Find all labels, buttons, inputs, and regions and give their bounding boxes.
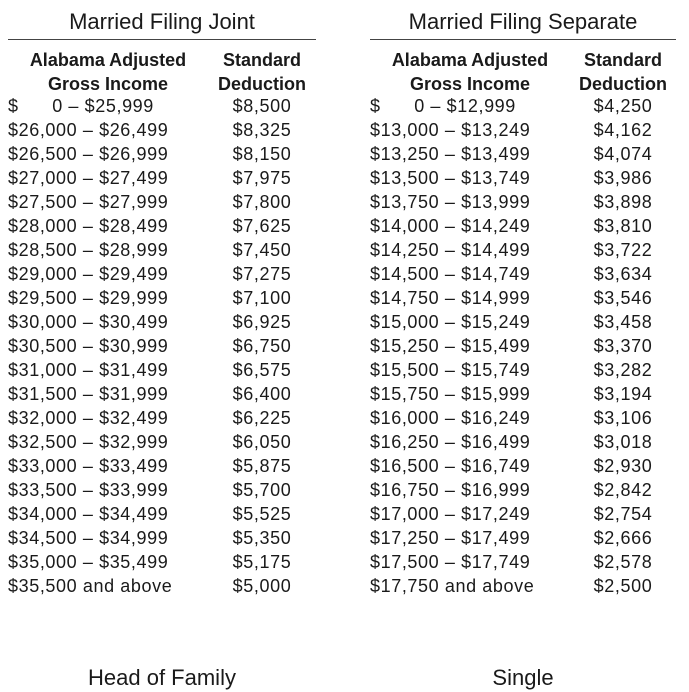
table-row xyxy=(370,310,676,334)
income-range: $32,500 – $32,999 xyxy=(8,432,169,452)
deduction-amount: $6,050 xyxy=(232,432,292,452)
deduction-amount: $2,930 xyxy=(593,456,653,476)
deduction-amount: $7,450 xyxy=(232,240,292,260)
table-row xyxy=(8,334,316,358)
table-row xyxy=(370,430,676,454)
table-row xyxy=(8,118,316,142)
deduction-amount: $7,625 xyxy=(232,216,292,236)
income-range: $29,500 – $29,999 xyxy=(8,288,169,308)
table-row xyxy=(8,214,316,238)
income-range: $30,500 – $30,999 xyxy=(8,336,169,356)
income-range: $27,000 – $27,499 xyxy=(8,168,169,188)
deduction-amount: $3,986 xyxy=(593,168,653,188)
deduction-amount: $7,800 xyxy=(232,192,292,212)
deduction-amount: $5,000 xyxy=(232,576,292,596)
income-range: $16,000 – $16,249 xyxy=(370,408,531,428)
table-row xyxy=(8,94,316,118)
income-range: $30,000 – $30,499 xyxy=(8,312,169,332)
deduction-amount: $5,525 xyxy=(232,504,292,524)
deduction-amount: $8,500 xyxy=(232,96,292,116)
table-row xyxy=(8,502,316,526)
income-range: $26,500 – $26,999 xyxy=(8,144,169,164)
deduction-amount: $5,175 xyxy=(232,552,292,572)
table-row xyxy=(8,406,316,430)
married-filing-joint-table xyxy=(8,8,316,598)
income-range: $26,000 – $26,499 xyxy=(8,120,169,140)
income-range: $16,250 – $16,499 xyxy=(370,432,531,452)
table-row xyxy=(370,406,676,430)
deduction-amount: $3,018 xyxy=(593,432,653,452)
table-row xyxy=(370,142,676,166)
income-range: $15,000 – $15,249 xyxy=(370,312,531,332)
deduction-amount: $7,275 xyxy=(232,264,292,284)
income-range: $15,500 – $15,749 xyxy=(370,360,531,380)
deduction-amount: $3,370 xyxy=(593,336,653,356)
table-row xyxy=(370,118,676,142)
deduction-amount: $4,250 xyxy=(593,96,653,116)
table-row xyxy=(370,478,676,502)
deduction-amount: $6,575 xyxy=(232,360,292,380)
deduction-amount: $7,100 xyxy=(232,288,292,308)
income-range: $34,500 – $34,999 xyxy=(8,528,169,548)
table-row xyxy=(8,190,316,214)
table-row xyxy=(370,166,676,190)
deduction-amount: $5,350 xyxy=(232,528,292,548)
deduction-amount: $3,546 xyxy=(593,288,653,308)
head-of-family-title: Head of Family xyxy=(88,665,236,690)
table-row xyxy=(8,142,316,166)
deduction-amount: $4,162 xyxy=(593,120,653,140)
married-filing-separate-table xyxy=(370,8,676,598)
income-range: $15,250 – $15,499 xyxy=(370,336,531,356)
deduction-amount: $7,975 xyxy=(232,168,292,188)
income-range: $31,500 – $31,999 xyxy=(8,384,169,404)
deduction-amount: $3,458 xyxy=(593,312,653,332)
header-income: Alabama Adjusted Gross Income xyxy=(391,50,549,94)
table-body xyxy=(370,94,676,598)
income-range: $33,000 – $33,499 xyxy=(8,456,169,476)
income-range: $ 0 – $25,999 xyxy=(8,96,154,116)
table-row xyxy=(370,94,676,118)
income-range: $31,000 – $31,499 xyxy=(8,360,169,380)
income-range: $17,000 – $17,249 xyxy=(370,504,531,524)
table-row xyxy=(8,430,316,454)
income-range: $17,250 – $17,499 xyxy=(370,528,531,548)
income-range: $13,750 – $13,999 xyxy=(370,192,531,212)
income-range: $13,000 – $13,249 xyxy=(370,120,531,140)
deduction-amount: $6,225 xyxy=(232,408,292,428)
table-row xyxy=(370,334,676,358)
table-row xyxy=(370,358,676,382)
income-range: $17,750 and above xyxy=(370,576,535,596)
table-row xyxy=(370,262,676,286)
table-row xyxy=(8,574,316,598)
table-row xyxy=(370,286,676,310)
header-deduction: Standard Deduction xyxy=(579,50,667,94)
table-row xyxy=(8,262,316,286)
table-body xyxy=(8,94,316,598)
income-range: $13,500 – $13,749 xyxy=(370,168,531,188)
deduction-amount: $2,754 xyxy=(593,504,653,524)
deduction-amount: $3,810 xyxy=(593,216,653,236)
income-range: $28,500 – $28,999 xyxy=(8,240,169,260)
table-row xyxy=(8,526,316,550)
deduction-amount: $2,578 xyxy=(593,552,653,572)
table-row xyxy=(8,238,316,262)
header-deduction: Standard Deduction xyxy=(218,50,306,94)
deduction-amount: $3,898 xyxy=(593,192,653,212)
income-range: $17,500 – $17,749 xyxy=(370,552,531,572)
deduction-amount: $3,282 xyxy=(593,360,653,380)
table-row xyxy=(370,382,676,406)
income-range: $16,750 – $16,999 xyxy=(370,480,531,500)
header-income: Alabama Adjusted Gross Income xyxy=(29,50,187,94)
table-row xyxy=(8,166,316,190)
deduction-amount: $3,722 xyxy=(593,240,653,260)
income-range: $14,500 – $14,749 xyxy=(370,264,531,284)
table-header xyxy=(8,48,316,96)
deduction-amount: $6,750 xyxy=(232,336,292,356)
income-range: $32,000 – $32,499 xyxy=(8,408,169,428)
deduction-amount: $6,925 xyxy=(232,312,292,332)
table-row xyxy=(8,454,316,478)
income-range: $35,500 and above xyxy=(8,576,173,596)
table-row xyxy=(8,358,316,382)
table-row xyxy=(8,478,316,502)
table-title: Married Filing Separate xyxy=(370,8,676,40)
income-range: $ 0 – $12,999 xyxy=(370,96,516,116)
income-range: $14,250 – $14,499 xyxy=(370,240,531,260)
table-row xyxy=(370,238,676,262)
table-title: Married Filing Joint xyxy=(8,8,316,40)
table-row xyxy=(370,214,676,238)
deduction-amount: $2,666 xyxy=(593,528,653,548)
deduction-amount: $3,106 xyxy=(593,408,653,428)
deduction-amount: $3,194 xyxy=(593,384,653,404)
income-range: $34,000 – $34,499 xyxy=(8,504,169,524)
income-range: $29,000 – $29,499 xyxy=(8,264,169,284)
deduction-amount: $2,842 xyxy=(593,480,653,500)
table-row xyxy=(8,310,316,334)
income-range: $13,250 – $13,499 xyxy=(370,144,531,164)
table-row xyxy=(370,454,676,478)
table-row xyxy=(370,574,676,598)
table-row xyxy=(8,286,316,310)
income-range: $35,000 – $35,499 xyxy=(8,552,169,572)
table-row xyxy=(370,550,676,574)
deduction-amount: $3,634 xyxy=(593,264,653,284)
income-range: $33,500 – $33,999 xyxy=(8,480,169,500)
table-row xyxy=(8,550,316,574)
deduction-amount: $8,325 xyxy=(232,120,292,140)
deduction-amount: $8,150 xyxy=(232,144,292,164)
income-range: $15,750 – $15,999 xyxy=(370,384,531,404)
single-title: Single xyxy=(492,665,554,690)
table-header xyxy=(370,48,676,96)
table-row xyxy=(370,526,676,550)
table-row xyxy=(370,502,676,526)
deduction-amount: $6,400 xyxy=(232,384,292,404)
deduction-amount: $5,875 xyxy=(232,456,292,476)
deduction-amount: $4,074 xyxy=(593,144,653,164)
deduction-amount: $5,700 xyxy=(232,480,292,500)
income-range: $16,500 – $16,749 xyxy=(370,456,531,476)
table-row xyxy=(8,382,316,406)
income-range: $27,500 – $27,999 xyxy=(8,192,169,212)
income-range: $28,000 – $28,499 xyxy=(8,216,169,236)
table-row xyxy=(370,190,676,214)
deduction-amount: $2,500 xyxy=(593,576,653,596)
income-range: $14,750 – $14,999 xyxy=(370,288,531,308)
income-range: $14,000 – $14,249 xyxy=(370,216,531,236)
